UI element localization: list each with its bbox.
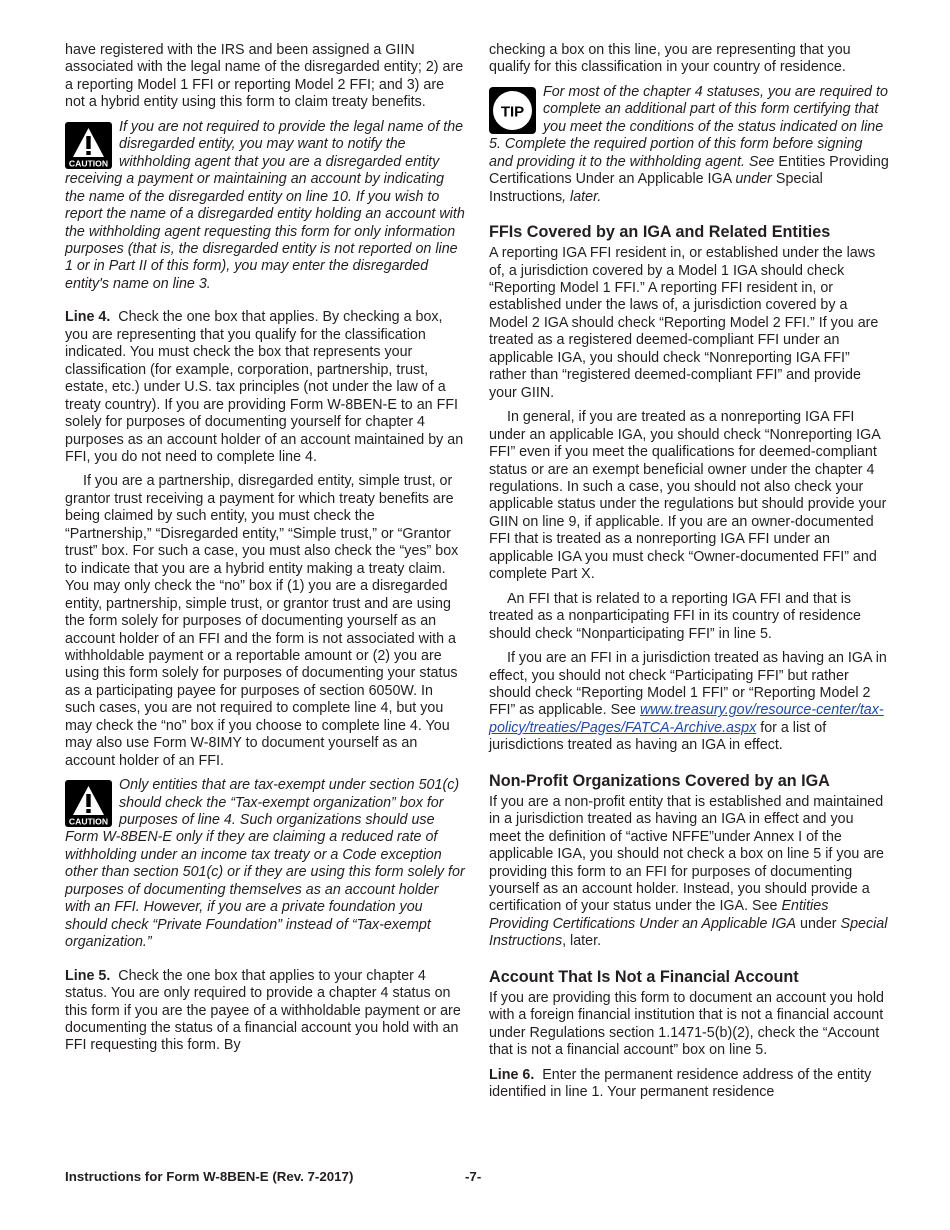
page-number: -7- bbox=[465, 1169, 482, 1184]
left-column bbox=[65, 42, 465, 1062]
right-column bbox=[489, 42, 889, 1109]
fatca-archive-link[interactable]: www.treasury.gov/resource-center/tax-policy/treaties/Pages/FATCA-Archive.aspx bbox=[489, 702, 884, 736]
heading-account-not-financial: Account That Is Not a Financial Account bbox=[489, 967, 799, 986]
tip-icon bbox=[489, 87, 536, 134]
line5-label: Line 5. bbox=[65, 967, 111, 984]
ffis-paragraph-2: In general, if you are treated as a nonreporting IGA FFI under an applicable IGA, you should check “Nonreporting IGA FFI” even if you meet the qualifications for deemed-compliant status or are an exempt beneficial owner under the chapter 4 regulations. In such a case, you should not also check your applicable status under the regulations but should provide your GIIN on line 9, if applicable. If you are an owner-documented FFI that is treated as a nonreporting IGA FFI under an applicable IGA you must check “Owner-documented FFI” and complete Part X. bbox=[489, 409, 887, 583]
line6-label: Line 6. bbox=[489, 1066, 535, 1083]
caution-icon bbox=[65, 122, 112, 169]
ffis-paragraph-4: If you are an FFI in a jurisdiction treated as having an IGA in effect, you should not check “Participating FFI” but rather should check “Reporting Model 1 FFI” or “Reporting Model 2 FFI” as applicable. See www.treasury.gov/resource-center/tax-policy/treaties/Pages/FATCA-Archive.aspx for a list of jurisdictions treated as having an IGA in effect. bbox=[489, 650, 887, 754]
caution-text: Only entities that are tax-exempt under section 501(c) should check the “Tax-exempt organization” box for purposes of line 4. Such organizations should use Form W-8BEN-E only if they are claiming a reduced rate of withholding under an income tax treaty or a Code exception other than section 501(c) or if they are using this form solely for purposes of documenting themselves as an account holder with an FFI. However, if you are a private foundation you should check “Private Foundation” instead of “Tax-exempt organization.” bbox=[65, 777, 465, 951]
heading-non-profit: Non-Profit Organizations Covered by an IGA bbox=[489, 771, 830, 790]
line5-paragraph: Line 5. Check the one box that applies to your chapter 4 status. You are only required to provide a chapter 4 status on this form if you are the payee of a withholdable payment or are documenting the status of a financial account you hold with an FFI requesting this form. By bbox=[65, 967, 461, 1054]
svg-text:CAUTION: CAUTION bbox=[68, 816, 109, 827]
line6-paragraph: Line 6. Enter the permanent residence address of the entity identified in line 1. Your permanent residence bbox=[489, 1066, 872, 1101]
tip-note: TIP For most of the chapter 4 statuses, you are required to complete an additional part of this form certifying that you meet the conditions of the status indicated on line 5. Complete the required portion of this form before signing and providing it to the withholding agent. See Entities Providing Certifications Under an Applicable IGA under Special Instructions, later. bbox=[489, 83, 889, 205]
caution-note-disregarded-entity bbox=[65, 119, 465, 294]
caution-icon bbox=[65, 780, 112, 827]
svg-text:TIP: TIP bbox=[500, 103, 525, 121]
line4-label: Line 4. bbox=[65, 309, 111, 326]
page-footer bbox=[65, 1168, 485, 1185]
continued-paragraph: checking a box on this line, you are representing that you qualify for this classification in your country of residence. bbox=[489, 42, 851, 76]
intro-paragraph: have registered with the IRS and been assigned a GIIN associated with the legal name of the disregarded entity; 2) are a reporting Model 1 FFI or reporting Model 2 FFI; and 3) are not a hybrid entity using this form to claim treaty benefits. bbox=[65, 42, 464, 111]
line4-paragraph: Line 4. Check the one box that applies. By checking a box, you are representing that you qualify for the classification indicated. You must check the box that represents your classification (for example, corporation, partnership, trust, estate, etc.) under U.S. tax principles (not under the law of a treaty country). If you are providing Form W-8BEN-E to an FFI solely for purposes of documenting yourself for chapter 4 purposes as an account holder of an account maintained by an FFI, you do not need to complete line 4. bbox=[65, 309, 464, 465]
svg-text:CAUTION: CAUTION bbox=[68, 158, 109, 169]
heading-ffis-covered: FFIs Covered by an IGA and Related Entities bbox=[489, 223, 831, 242]
ffis-paragraph-3: An FFI that is related to a reporting IGA FFI and that is treated as a nonparticipating FFI in its country of residence should check “Nonparticipating FFI” in line 5. bbox=[489, 590, 861, 642]
non-profit-paragraph: If you are a non-profit entity that is established and maintained in a jurisdiction treated as having an IGA in effect and you meet the definition of “active NFFE”under Annex I of the applicable IGA, you should not check a box on line 5 if you are providing this form to an FFI for purposes of documenting yourself as an account holder. Instead, you should provide a certification of your status under the IGA. See Entities Providing Certifications Under an Applicable IGA under Special Instructions, later. bbox=[489, 793, 888, 950]
caution-note-tax-exempt bbox=[65, 777, 465, 952]
line4-paragraph-2: If you are a partnership, disregarded entity, simple trust, or grantor trust receiving a payment for which treaty benefits are being claimed by such entity, you must check the “Partnership,” “Disregarded entity,” “Simple trust,” or “Grantor trust” box. For such a case, you must also check the “yes” box to indicate that you are a hybrid entity making a treaty claim. You may only check the “no” box if (1) you are a disregarded entity, partnership, simple trust, or grantor trust and are using the form solely for purposes of documenting yourself as an account holder of an FFI and the form is not associated with a withholdable payment or a reportable amount or (2) you are using this form solely for purposes of documenting your status as a participating payee for purposes of section 6050W. In such cases, you are not required to complete line 4, but you may check the “no” box if you choose to complete line 4. You may also use Form W-8IMY to document yourself as an account holder of an FFI. bbox=[65, 473, 459, 769]
footer-title: Instructions for Form W-8BEN-E (Rev. 7-2017) bbox=[65, 1169, 354, 1184]
ffis-paragraph-1: A reporting IGA FFI resident in, or established under the laws of, a jurisdiction covered by a Model 1 IGA should check “Reporting Model 1 FFI.” A reporting FFI resident in, or established under the laws of, a jurisdiction covered by a Model 2 IGA should check “Reporting Model 2 FFI.” If you are treated as a registered deemed-compliant FFI under an applicable IGA, you should check “Nonreporting IGA FFI” rather than “registered deemed-compliant FFI” and provide your GIIN. bbox=[489, 245, 879, 401]
caution-text: If you are not required to provide the legal name of the disregarded entity, you may want to notify the withholding agent that you are a disregarded entity receiving a payment or maintaining an account by indicating the name of the disregarded entity on line 10. If you wish to report the name of a disregarded entity holding an account with the withholding agent requesting this form for only information purposes (that is, the disregarded entity is not reported on line 1 or in Part II of this form), you may enter the disregarded entity's name on line 3. bbox=[65, 118, 465, 292]
account-paragraph: If you are providing this form to document an account you hold with a foreign financial institution that is not a financial account under Regulations section 1.1471-5(b)(2), check the “Account that is not a financial account” box on line 5. bbox=[489, 989, 884, 1059]
